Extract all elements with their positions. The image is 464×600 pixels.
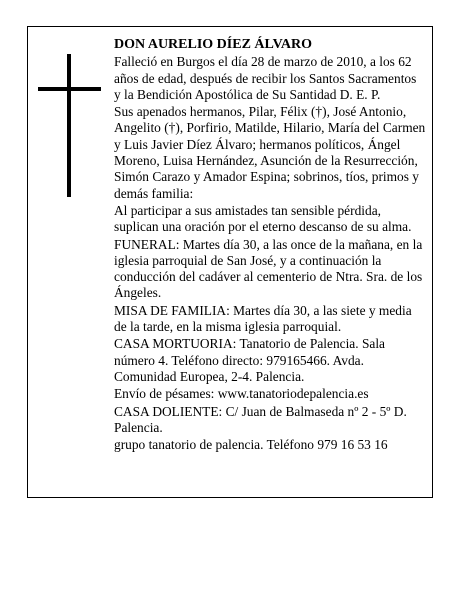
condolences-website: Envío de pésames: www.tanatoriodepalencia.es xyxy=(114,386,369,402)
family-list: Sus apenados hermanos, Pilar, Félix (†), José Antonio, Angelito (†), Porfirio, Matilde, Hilario, María del Carmen y Luis Javier Díez Álvaro; hermanos políticos, Ángel Moreno, Luisa Hernández, Asunción de la Resurrección, Simón Carazo y Amador Espina; sobrinos, tíos, primos y demás familia: xyxy=(114,104,426,201)
mourning-house-info: CASA DOLIENTE: C/ Juan de Balmaseda nº 2 - 5º D. Palencia. xyxy=(114,403,407,435)
prayer-request: Al participar a sus amistades tan sensible pérdida, suplican una oración por el eterno descanso de su alma. xyxy=(114,202,412,235)
funeral-info: FUNERAL: Martes día 30, a las once de la mañana, en la iglesia parroquial de San José, y a continuación la conducción del cadáver al cementerio de Ntra. Sra. de los Ángeles. xyxy=(114,236,423,301)
obituary-text xyxy=(114,37,426,454)
deceased-name: DON AURELIO DÍEZ ÁLVARO xyxy=(114,37,312,52)
family-mass-info: MISA DE FAMILIA: Martes día 30, a las siete y media de la tarde, en la misma iglesia parroquial. xyxy=(114,302,412,335)
cross-icon-bar xyxy=(38,87,101,91)
funeral-home-contact: grupo tanatorio de palencia. Teléfono 979 16 53 16 xyxy=(114,437,388,453)
death-announcement: Falleció en Burgos el día 28 de marzo de 2010, a los 62 años de edad, después de recibir los Santos Sacramentos y la Bendición Apostólica de Su Santidad D. E. P. xyxy=(114,54,417,102)
mortuary-info: CASA MORTUORIA: Tanatorio de Palencia. Sala número 4. Teléfono directo: 979165466. Avda. Comunidad Europea, 2-4. Palencia. xyxy=(114,336,385,384)
cross-icon xyxy=(67,54,71,197)
